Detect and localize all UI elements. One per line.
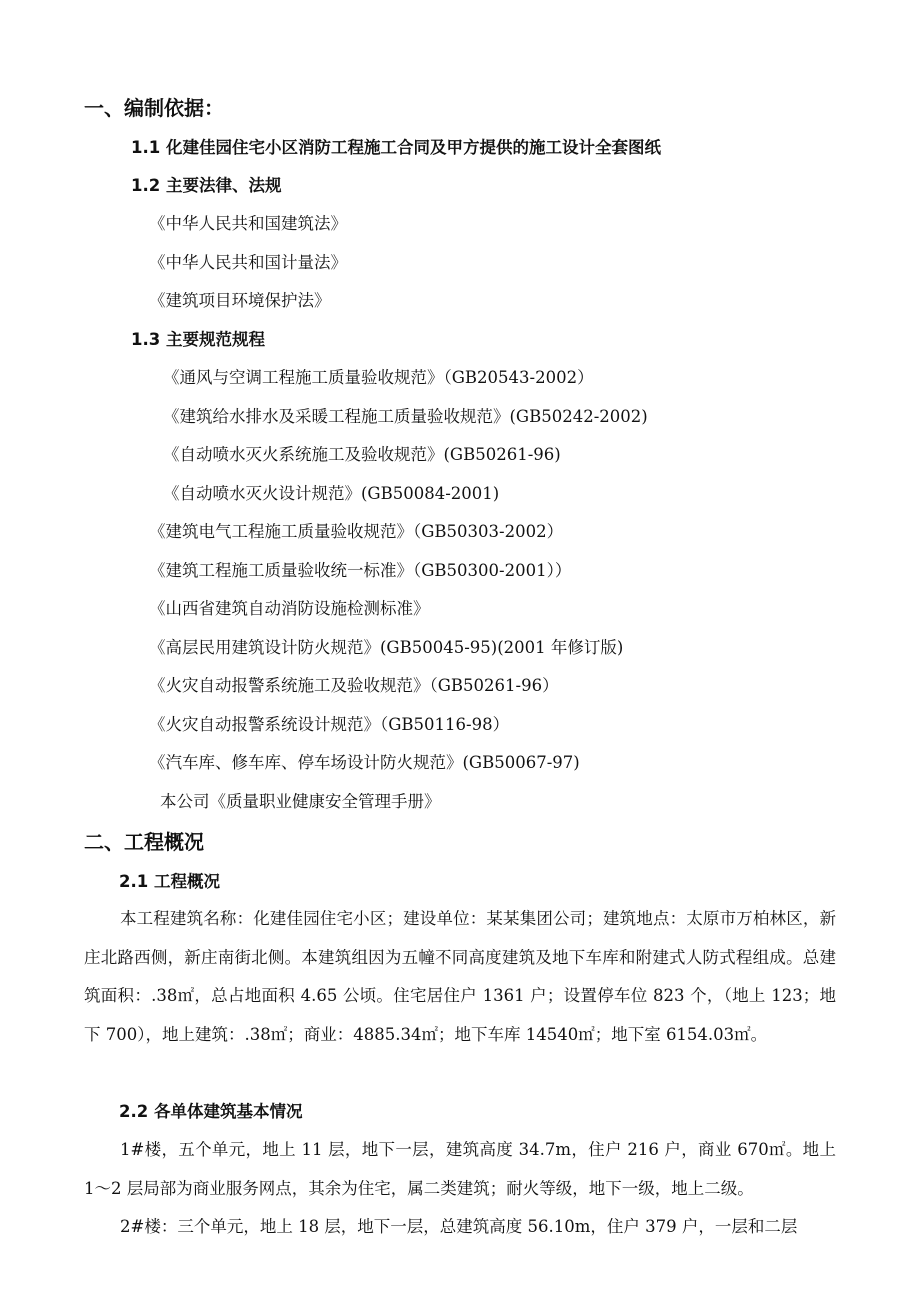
- standard-item: 《自动喷水灭火系统施工及验收规范》(GB50261-96): [163, 445, 561, 464]
- subsection-2-2-heading: 2.2 各单体建筑基本情况: [119, 1102, 303, 1121]
- subsection-1-3-heading: 1.3 主要规范规程: [131, 330, 265, 349]
- standard-item: 《汽车库、修车库、停车场设计防火规范》(GB50067-97): [149, 753, 580, 772]
- section-1-heading: 一、编制依据：: [84, 96, 224, 120]
- law-item: 《建筑项目环境保护法》: [149, 291, 331, 310]
- standard-item: 本公司《质量职业健康安全管理手册》: [160, 792, 441, 811]
- law-item: 《中华人民共和国建筑法》: [149, 214, 347, 233]
- standard-item: 《通风与空调工程施工质量验收规范》（GB20543-2002）: [163, 368, 594, 387]
- section-2-heading: 二、工程概况: [84, 830, 204, 854]
- building-1-paragraph: 1#楼，五个单元，地上 11 层，地下一层，建筑高度 34.7m，住户 216 户，商业 670㎡。地上 1～2 层局部为商业服务网点，其余为住宅，属二类建筑；耐火等级，地下一级，地上二级。: [84, 1140, 836, 1198]
- subsection-2-1-heading: 2.1 工程概况: [119, 872, 220, 891]
- standard-item: 《建筑工程施工质量验收统一标准》（GB50300-2001））: [149, 561, 572, 580]
- standard-item: 《高层民用建筑设计防火规范》(GB50045-95)(2001 年修订版): [149, 638, 624, 657]
- standard-item: 《山西省建筑自动消防设施检测标准》: [149, 599, 430, 618]
- standard-item: 《火灾自动报警系统设计规范》（GB50116-98）: [149, 715, 510, 734]
- standard-item: 《建筑给水排水及采暖工程施工质量验收规范》(GB50242-2002): [163, 407, 648, 426]
- project-overview-paragraph: 本工程建筑名称：化建佳园住宅小区；建设单位：某某集团公司；建筑地点：太原市万柏林区，新庄北路西侧，新庄南街北侧。本建筑组因为五幢不同高度建筑及地下车库和附建式人防式程组成。总建筑面积：.38㎡，总占地面积 4.65 公顷。住宅居住户 1361 户；设置停车位 823 个，（地上 123；地下 700），地上建筑：.38㎡；商业：4885.34㎡；地下车库 14540㎡；地下室 6154.03㎡。: [84, 909, 836, 1044]
- standard-item: 《火灾自动报警系统施工及验收规范》（GB50261-96）: [149, 676, 559, 695]
- subsection-1-2-heading: 1.2 主要法律、法规: [131, 176, 282, 195]
- subsection-1-1-heading: 1.1 化建佳园住宅小区消防工程施工合同及甲方提供的施工设计全套图纸: [131, 138, 661, 157]
- law-item: 《中华人民共和国计量法》: [149, 253, 347, 272]
- standard-item: 《建筑电气工程施工质量验收规范》（GB50303-2002）: [149, 522, 564, 541]
- standard-item: 《自动喷水灭火设计规范》(GB50084-2001): [163, 484, 500, 503]
- building-2-paragraph: 2#楼：三个单元，地上 18 层，地下一层，总建筑高度 56.10m，住户 379 户，一层和二层: [120, 1217, 798, 1236]
